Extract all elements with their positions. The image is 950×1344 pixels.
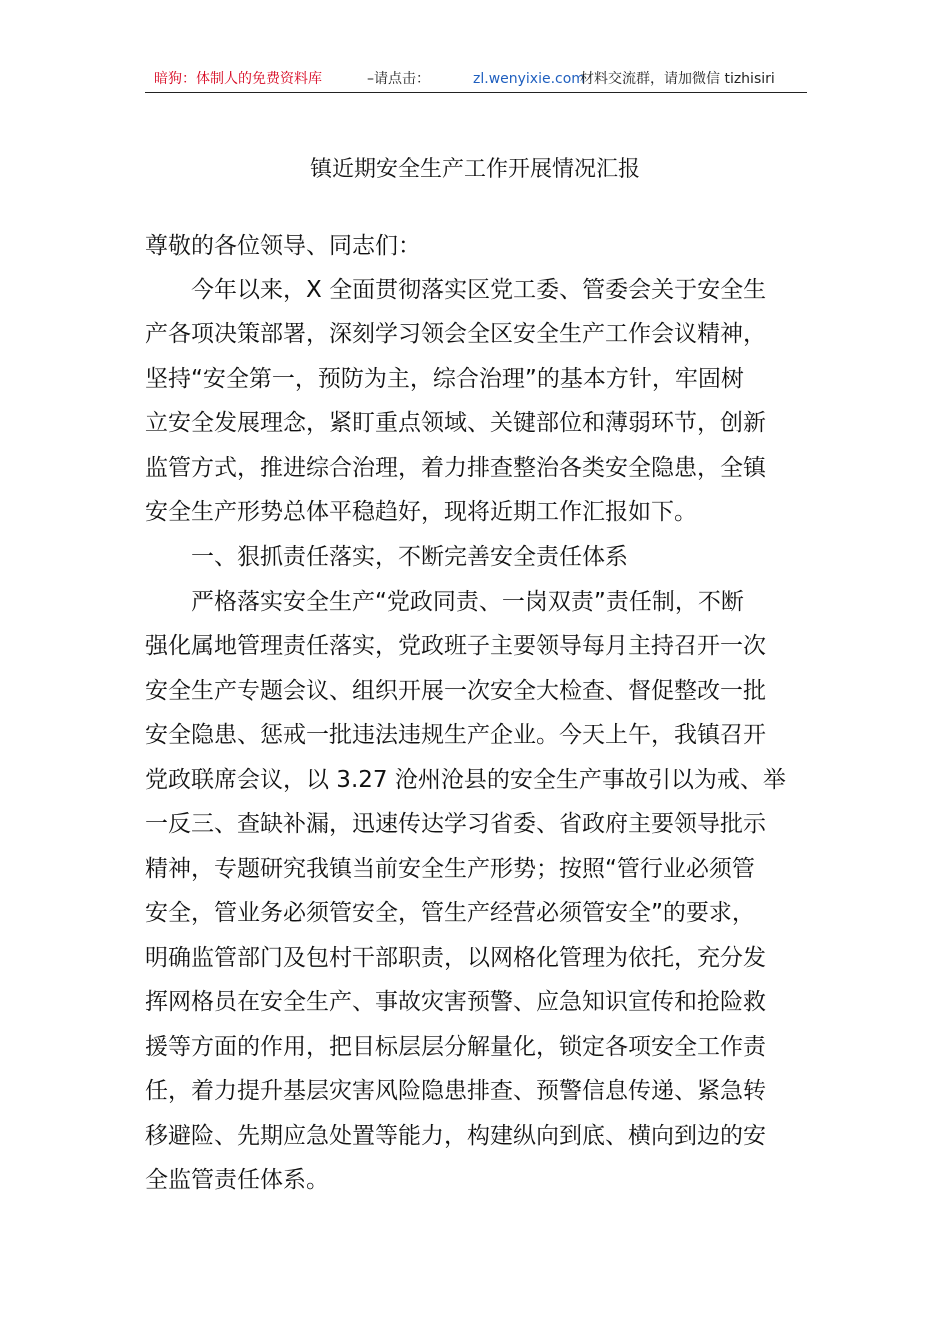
body-line: 任，着力提升基层灾害风险隐患排查、预警信息传递、紧急转 xyxy=(145,1078,766,1104)
body-line: 安全生产专题会议、组织开展一次安全大检查、督促整改一批 xyxy=(145,678,766,704)
header-banner xyxy=(145,66,807,93)
header-link-prefix: –请点击： xyxy=(367,71,430,87)
body-line: 安全隐患、惩戒一批违法违规生产企业。今天上午，我镇召开 xyxy=(145,722,766,748)
header-link-url[interactable]: zl.wenyixie.com xyxy=(473,71,585,87)
body-line: 今年以来，X 全面贯彻落实区党工委、管委会关于安全生 xyxy=(191,277,767,303)
body-line: 一反三、查缺补漏，迅速传达学习省委、省政府主要领导批示 xyxy=(145,811,766,837)
body-line: 强化属地管理责任落实，党政班子主要领导每月主持召开一次 xyxy=(145,633,766,659)
header-group-info: 材料交流群，请加微信 tizhisiri xyxy=(580,71,775,87)
body-line: 援等方面的作用，把目标层层分解量化，锁定各项安全工作责 xyxy=(145,1034,766,1060)
document-title: 镇近期安全生产工作开展情况汇报 xyxy=(309,157,640,182)
section-heading: 一、狠抓责任落实，不断完善安全责任体系 xyxy=(191,544,628,570)
body-line: 立安全发展理念，紧盯重点领域、关键部位和薄弱环节，创新 xyxy=(145,410,766,436)
header-brand: 暗狗：体制人的免费资料库 xyxy=(154,71,322,87)
body-line: 精神，专题研究我镇当前安全生产形势；按照“管行业必须管 xyxy=(145,856,755,882)
body-line: 安全生产形势总体平稳趋好，现将近期工作汇报如下。 xyxy=(145,499,697,525)
body-line: 党政联席会议，以 3.27 沧州沧县的安全生产事故引以为戒、举 xyxy=(145,767,786,793)
body-line: 坚持“安全第一，预防为主，综合治理”的基本方针，牢固树 xyxy=(145,366,744,392)
body-line: 挥网格员在安全生产、事故灾害预警、应急知识宣传和抢险救 xyxy=(145,989,766,1015)
body-line: 全监管责任体系。 xyxy=(145,1167,329,1193)
body-line: 产各项决策部署，深刻学习领会全区安全生产工作会议精神， xyxy=(145,321,766,347)
body-line: 严格落实安全生产“党政同责、一岗双责”责任制，不断 xyxy=(191,589,744,615)
body-line: 移避险、先期应急处置等能力，构建纵向到底、横向到边的安 xyxy=(145,1123,766,1149)
body-line: 安全，管业务必须管安全，管生产经营必须管安全”的要求， xyxy=(145,900,755,926)
document-salutation: 尊敬的各位领导、同志们： xyxy=(145,233,421,259)
body-line: 监管方式，推进综合治理，着力排查整治各类安全隐患，全镇 xyxy=(145,455,766,481)
body-line: 明确监管部门及包村干部职责，以网格化管理为依托，充分发 xyxy=(145,945,766,971)
